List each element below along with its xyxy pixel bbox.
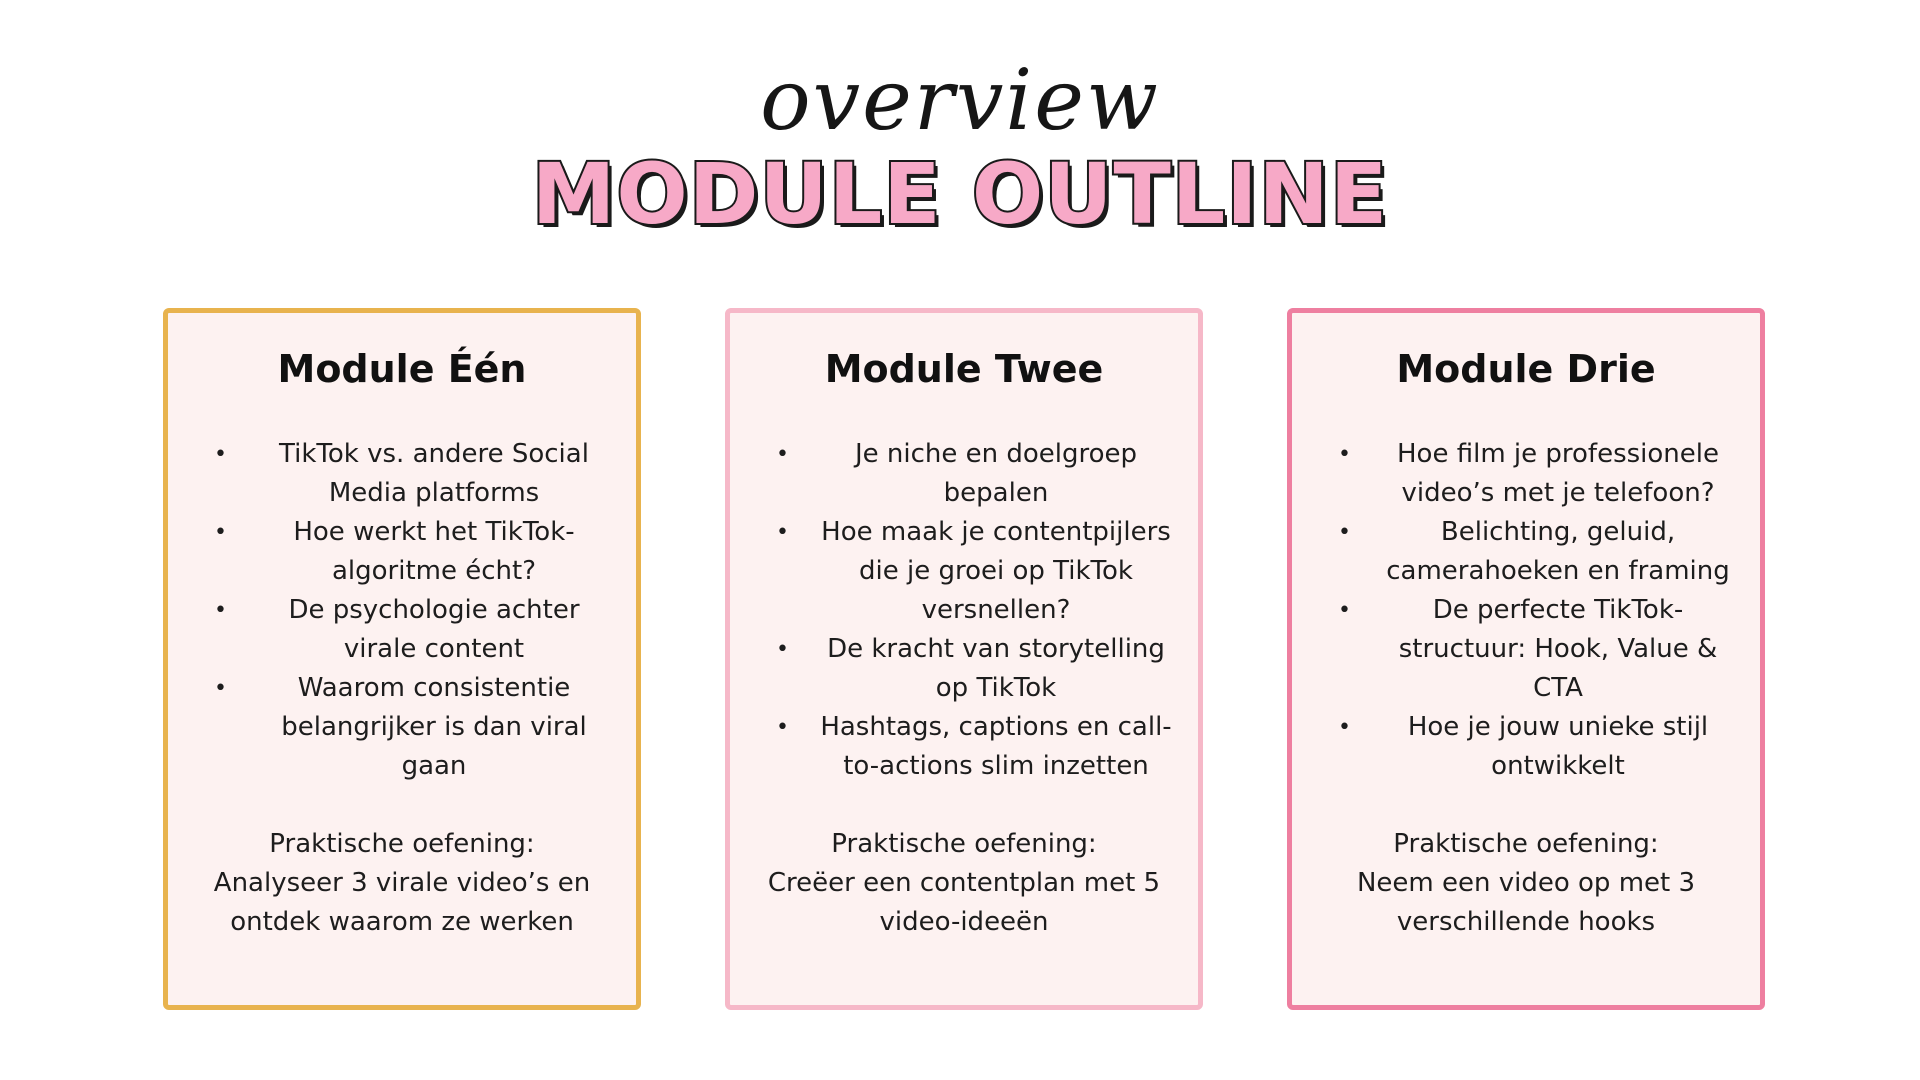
list-item-text: De kracht van storytelling op TikTok xyxy=(827,634,1165,703)
bullet-icon: • xyxy=(1338,598,1351,623)
list-item-text: Belichting, geluid, camerahoeken en framing xyxy=(1386,517,1730,586)
module-title: Module Één xyxy=(277,347,527,391)
header xyxy=(0,0,1920,260)
practice-label: Praktische oefening: xyxy=(269,829,535,859)
module-title: Module Drie xyxy=(1396,347,1656,391)
practice-text: Creëer een contentplan met 5 video-ideeën xyxy=(767,868,1161,937)
list-item xyxy=(1328,513,1736,591)
list-item xyxy=(766,630,1174,708)
bullet-icon: • xyxy=(214,598,227,623)
practice-label: Praktische oefening: xyxy=(831,829,1097,859)
bullet-icon: • xyxy=(1338,715,1351,740)
list-item-text: TikTok vs. andere Social Media platforms xyxy=(279,439,589,508)
bullet-icon: • xyxy=(214,442,227,467)
list-item xyxy=(204,669,612,786)
bullet-icon: • xyxy=(1338,442,1351,467)
list-item xyxy=(766,513,1174,630)
bullet-icon: • xyxy=(776,637,789,662)
practice-text: Neem een video op met 3 verschillende hooks xyxy=(1356,868,1696,937)
list-item-text: Hoe je jouw unieke stijl ontwikkelt xyxy=(1407,712,1709,781)
module-outline-title: MODULE OUTLINE xyxy=(531,145,1389,243)
list-item xyxy=(204,435,612,513)
practice-exercise xyxy=(188,825,616,942)
list-item xyxy=(766,435,1174,513)
list-item-text: Hashtags, captions en call-to-actions slim inzetten xyxy=(820,712,1172,781)
bullet-icon: • xyxy=(1338,520,1351,545)
overview-script-title: overview xyxy=(760,51,1160,149)
practice-exercise xyxy=(1312,825,1740,942)
bullet-icon: • xyxy=(776,715,789,740)
bullet-icon: • xyxy=(776,520,789,545)
list-item-text: Hoe werkt het TikTok-algoritme écht? xyxy=(293,517,575,586)
list-item-text: De psychologie achter virale content xyxy=(288,595,580,664)
module-title: Module Twee xyxy=(824,347,1104,391)
list-item-text: Hoe maak je contentpijlers die je groei op TikTok versnellen? xyxy=(821,517,1171,625)
list-item xyxy=(1328,708,1736,786)
list-item xyxy=(204,513,612,591)
list-item-text: Je niche en doelgroep bepalen xyxy=(854,439,1138,508)
practice-text: Analyseer 3 virale video’s en ontdek waarom ze werken xyxy=(213,868,591,937)
bullet-icon: • xyxy=(214,676,227,701)
list-item-text: Waarom consistentie belangrijker is dan viral gaan xyxy=(281,673,587,781)
list-item xyxy=(1328,435,1736,513)
list-item xyxy=(766,708,1174,786)
list-item-text: Hoe film je professionele video’s met je telefoon? xyxy=(1397,439,1719,508)
practice-exercise xyxy=(750,825,1178,942)
bullet-icon: • xyxy=(214,520,227,545)
module-card-two xyxy=(725,308,1203,1010)
practice-label: Praktische oefening: xyxy=(1393,829,1659,859)
bullet-icon: • xyxy=(776,442,789,467)
module-card-one xyxy=(163,308,641,1010)
list-item xyxy=(204,591,612,669)
module-topic-list xyxy=(766,435,1174,786)
module-topic-list xyxy=(204,435,612,786)
module-card-three xyxy=(1287,308,1765,1010)
list-item-text: De perfecte TikTok-structuur: Hook, Value & CTA xyxy=(1398,595,1718,703)
module-topic-list xyxy=(1328,435,1736,786)
list-item xyxy=(1328,591,1736,708)
